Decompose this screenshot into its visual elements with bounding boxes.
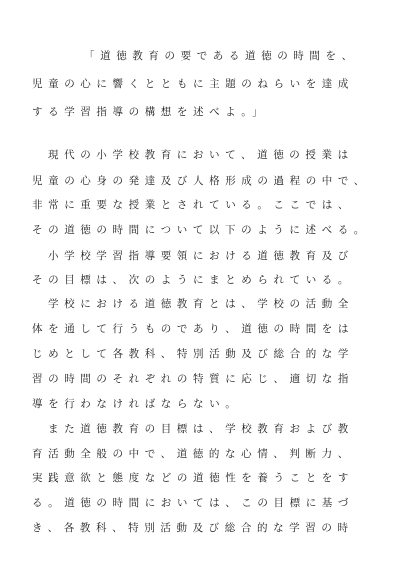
title-line-3: する学習指導の構想を述べよ。」	[32, 106, 269, 118]
body-line-6: その目標は、次のようにまとめられている。	[32, 274, 354, 286]
body-line-2: 児童の心身の発達及び人格形成の過程の中で、	[32, 175, 370, 187]
body-line-11: 導を行わなければならない。	[32, 398, 242, 410]
body-line-7: 学校における道徳教育とは、学校の活動全	[48, 298, 354, 310]
body-line-12: また道徳教育の目標は、学校教育および教	[48, 423, 354, 435]
body-line-8: 体を通して行うものであり、道徳の時間をは	[32, 323, 354, 335]
body-line-16: き、各教科、特別活動及び総合的な学習の時	[32, 522, 354, 534]
body-line-4: その道徳の時間について以下のように述べる。	[32, 224, 370, 236]
body-line-10: 習の時間のそれぞれの特質に応じ、適切な指	[32, 373, 354, 385]
body-line-3: 非常に重要な授業とされている。ここでは、	[32, 199, 354, 211]
title-line-1: 「道徳教育の要である道徳の時間を、	[84, 50, 358, 62]
body-line-14: 実践意欲と態度などの道徳性を養うことをす	[32, 472, 354, 484]
body-line-13: 育活動全般の中で、道徳的な心情、判断力、	[32, 448, 354, 460]
body-line-15: る。道徳の時間においては、この目標に基づ	[32, 497, 354, 509]
body-line-9: じめとして各教科、特別活動及び総合的な学	[32, 348, 354, 360]
title-line-2: 児童の心に響くとともに主題のねらいを達成	[32, 78, 354, 90]
body-line-1: 現代の小学校教育において、道徳の授業は	[48, 149, 354, 161]
body-line-5: 小学校学習指導要領における道徳教育及び	[48, 250, 354, 262]
